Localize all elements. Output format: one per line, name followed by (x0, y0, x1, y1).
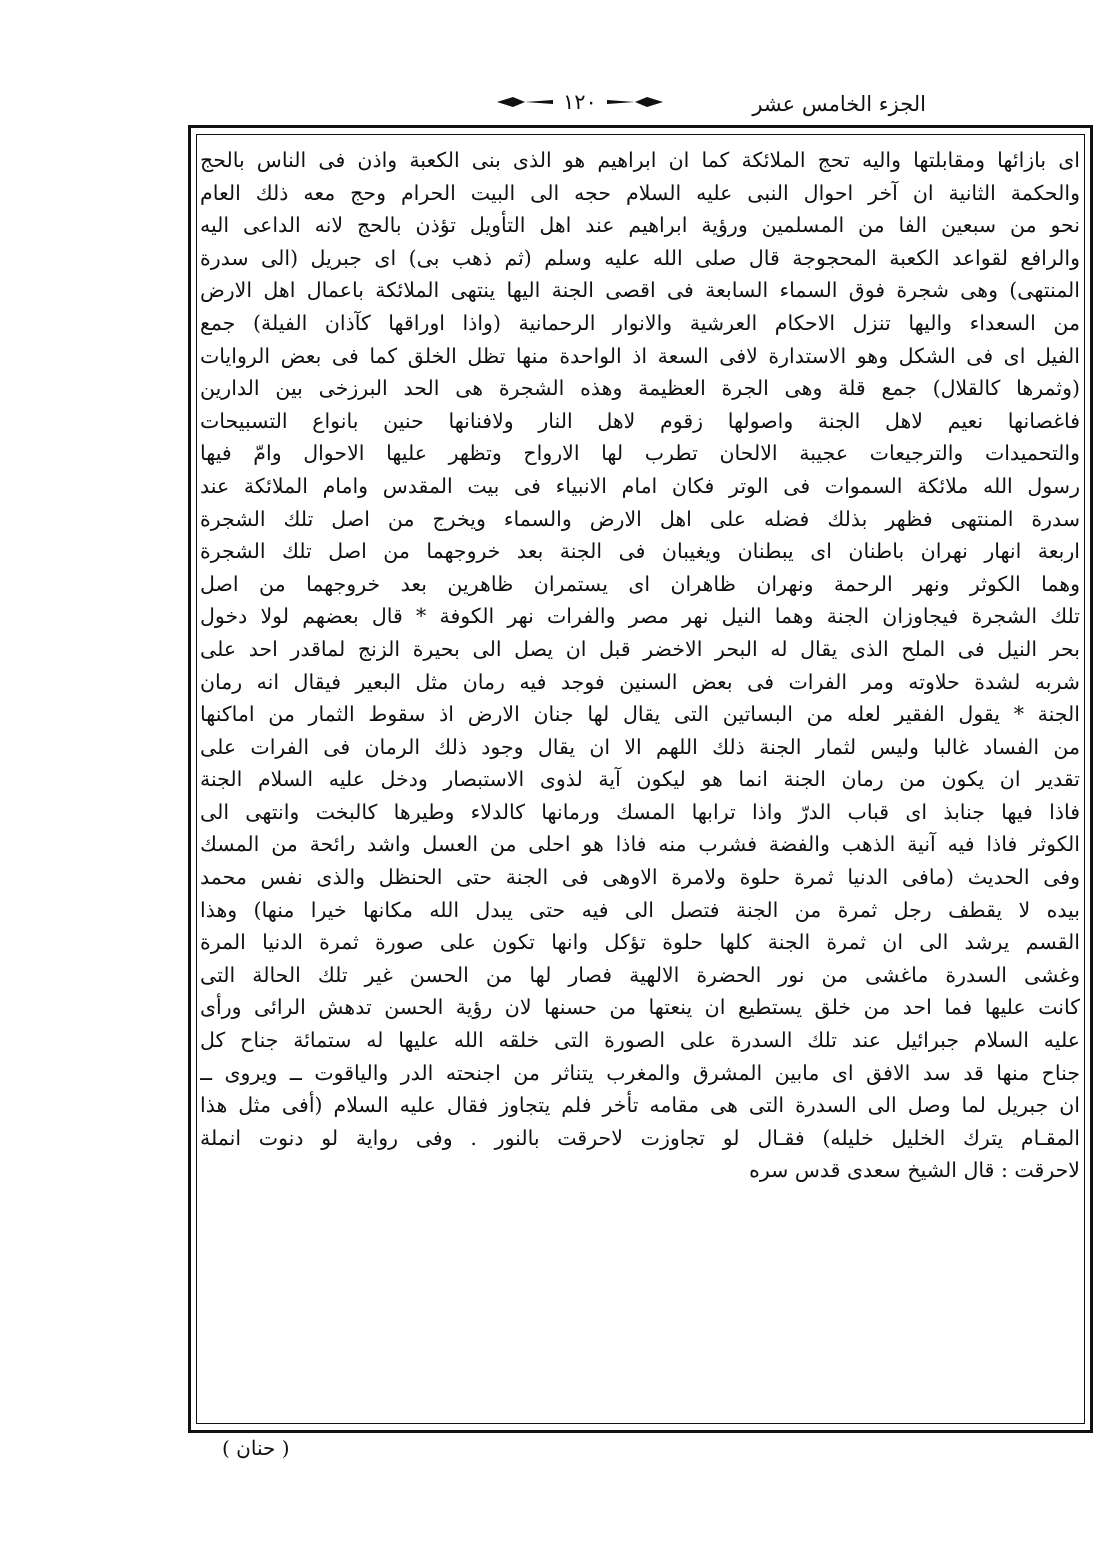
text-line: الجنة * يقول الفقير لعله من البساتين التى يقال لها جنان الارض اذ سقوط الثمار من اماكنها (200, 702, 1080, 727)
text-line: وفى الحديث (مافى الدنيا ثمرة حلوة ولامرة الاوهى فى الجنة حتى الحنظل والذى نفس محمد (200, 865, 1080, 890)
text-line: سدرة المنتهى فظهر بذلك فضله على اهل الارض والسماء ويخرج من اصل تلك الشجرة (200, 506, 1080, 531)
text-line: فاذا فيها جنابذ اى قباب الدرّ واذا ترابها المسك ورمانها كالدلاء وطيرها كالبخت وانتهى الى (200, 799, 1080, 824)
text-line: والحكمة الثانية ان آخر احوال النبى عليه السلام حجه الى البيت الحرام وحج معه ذلك العام (200, 180, 1080, 205)
text-line: تقدير ان يكون من رمان الجنة انما هو ليكون آية لذوى الاستبصار ودخل عليه السلام الجنة (200, 767, 1080, 792)
text-line: المقـام يترك الخليل خليله) فقـال لو تجاوزت لاحرقت بالنور . وفى رواية لو دنوت انملة (200, 1125, 1080, 1150)
text-line: المنتهى) وهى شجرة فوق السماء السابعة فى اقصى الجنة اليها ينتهى الملائكة باعمال اهل الارض (200, 278, 1080, 303)
right-ornament-icon (605, 95, 665, 109)
text-line: (وثمرها كالقلال) جمع قلة وهى الجرة العظيمة وهذه الشجرة هى الحد البرزخى بين الدارين (200, 376, 1080, 401)
text-line: تلك الشجرة فيجاوزان الجنة وهما النيل نهر مصر والفرات نهر الكوفة * قال بعضهم لولا دخول (200, 604, 1080, 629)
text-line: كانت عليها فما احد من خلق يستطيع ان ينعتها من حسنها لان رؤية الحسن تدهش الرائى ورأى (200, 995, 1080, 1020)
text-line: وغشى السدرة ماغشى من نور الحضرة الالهية فصار لها من الحسن غير تلك الحالة التى (200, 962, 1080, 987)
page-number: ١٢٠ (563, 90, 597, 114)
text-line: الكوثر فاذا فيه آنية الذهب والفضة فشرب منه فاذا هو احلى من العسل واشد رائحة من المسك (200, 832, 1080, 857)
text-line: شربه لشدة حلاوته ومر الفرات فى بعض السنين فوجد فيه رمان مثل البعير فيقال انه رمان (200, 669, 1080, 694)
text-line: جناح منها قد سد الافق اى مابين المشرق والمغرب يتناثر من اجنحته الدر والياقوت ــ ويروى ــ (200, 1060, 1080, 1085)
text-line: القسم يرشد الى ان ثمرة الجنة كلها حلوة تؤكل وانها تكون على صورة ثمرة الدنيا المرة (200, 930, 1080, 955)
text-line: ان جبريل لما وصل الى السدرة التى هى مقامه تأخر فلم يتجاوز فقال عليه السلام (أفى مثل هذا (200, 1093, 1080, 1118)
text-line: رسول الله ملائكة السموات فى الوتر فكان امام الانبياء فى بيت المقدس وامام الملائكة عند (200, 473, 1080, 498)
text-line: من الفساد غالبا وليس لثمار الجنة ذلك اللهم الا ان يقال وجود ذلك الرمان فى الفرات على (200, 734, 1080, 759)
body-text (200, 144, 1080, 1187)
signature-mark: ( حنان ) (222, 1436, 290, 1460)
left-ornament-icon (495, 95, 555, 109)
text-line: الفيل اى فى الشكل وهو الاستدارة لافى السعة اذ الواحدة منها تظل الخلق كما فى بعض الروايات (200, 343, 1080, 368)
text-line: اربعة انهار نهران باطنان اى يبطنان ويغيبان فى الجنة بعد خروجهما من اصل تلك الشجرة (200, 539, 1080, 564)
text-line: فاغصانها نعيم لاهل الجنة واصولها زقوم لاهل النار ولافنانها حنين بانواع التسبيحات (200, 408, 1080, 433)
text-line: والرافع لقواعد الكعبة المحجوجة قال صلى الله عليه وسلم (ثم ذهب بى) اى جبريل (الى سدرة (200, 245, 1080, 270)
page-number-block (495, 90, 665, 114)
text-line: عليه السلام جبرائيل عند تلك السدرة على الصورة التى خلقه الله عليها له ستمائة جناح كل (200, 1028, 1080, 1053)
text-line: من السعداء واليها تنزل الاحكام العرشية والانوار الرحمانية (واذا اوراقها كآذان الفيلة) جمع (200, 310, 1080, 335)
text-line: بحر النيل فى الملح الذى يقال له البحر الاخضر قبل ان يصل الى بحيرة الزنج لماقدر احد على (200, 636, 1080, 661)
text-line: لاحرقت : قال الشيخ سعدى قدس سره (749, 1158, 1080, 1183)
text-line: والتحميدات والترجيعات عجيبة الالحان تطرب لها الارواح وتظهر عليها الاحوال وامّ فيها (200, 441, 1080, 466)
text-line: بيده لا يقطف رجل ثمرة من الجنة فتصل الى فيه حتى يبدل الله مكانها خيرا منها) وهذا (200, 897, 1080, 922)
running-title: الجزء الخامس عشر (752, 92, 926, 116)
text-line: وهما الكوثر ونهر الرحمة ونهران ظاهران اى يستمران ظاهرين بعد خروجهما من اصل (200, 571, 1080, 596)
text-line: نحو من سبعين الفا من المسلمين ورؤية ابراهيم عند اهل التأويل تؤذن بالحج لانه الداعى اليه (200, 213, 1080, 238)
text-line: اى بازائها ومقابلتها واليه تحج الملائكة كما ان ابراهيم هو الذى بنى الكعبة واذن فى الناس بالحج (200, 148, 1080, 172)
